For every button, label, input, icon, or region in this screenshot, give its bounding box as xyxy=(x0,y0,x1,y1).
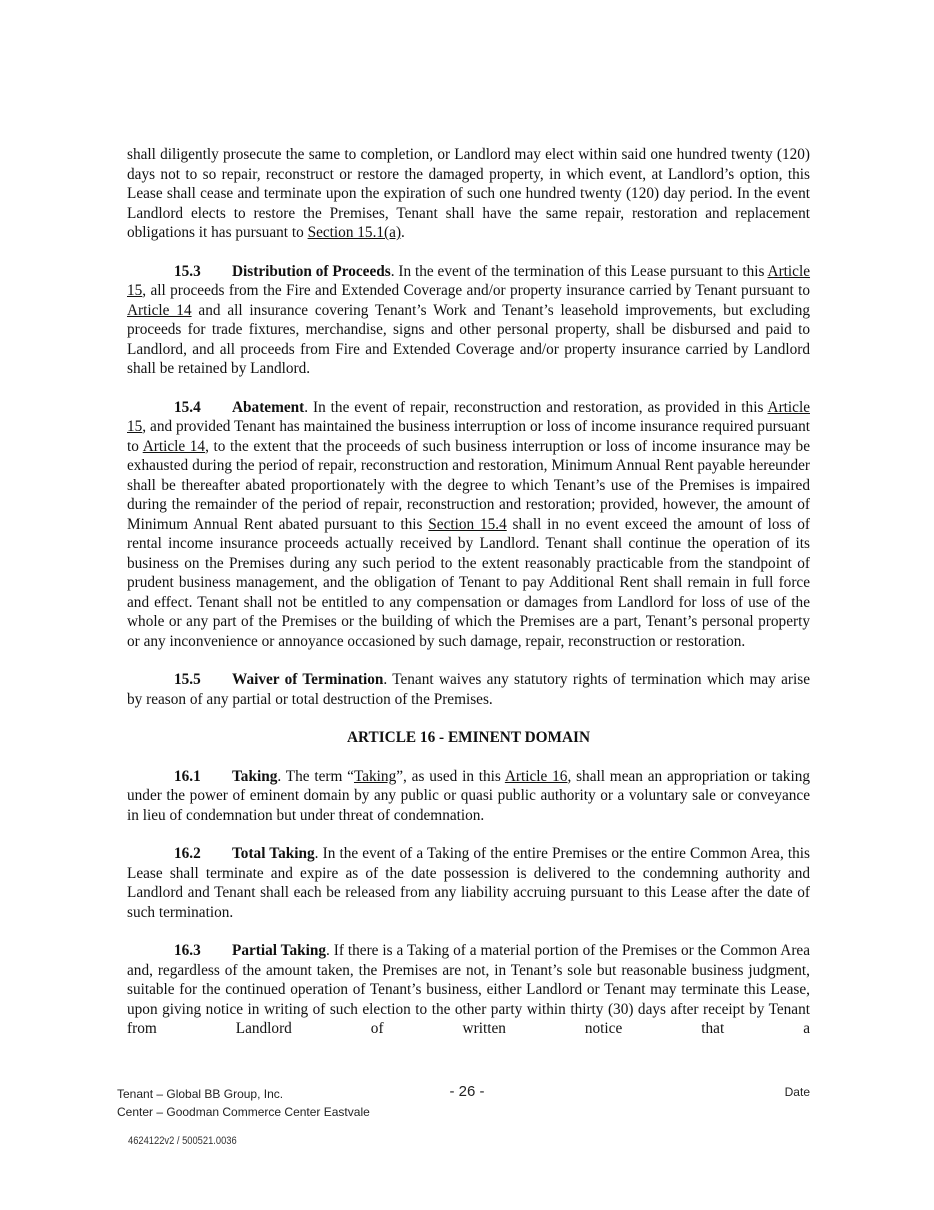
paragraph-continuation xyxy=(127,145,810,243)
section-heading: Abatement xyxy=(232,398,305,416)
section-15-4-reference: Section 15.4 xyxy=(428,515,507,533)
section-heading: Taking xyxy=(232,767,278,785)
section-15-5 xyxy=(127,670,810,709)
section-number: 16.2 xyxy=(174,845,201,862)
document-id: 4624122v2 / 500521.0036 xyxy=(128,1135,237,1147)
paragraph-end: . xyxy=(401,224,405,241)
section-text: shall in no event exceed the amount of loss of rental income insurance proceeds actually received by Landlord. Tenant shall continue the operation of its business on the Premises during any such period to the extent reasonably practicable from the standpoint of prudent business management, and the obligation of Tenant to pay Additional Rent shall remain in full force and effect. Tenant shall not be entitled to any compensation or damages from Landlord for loss of use of the whole or any part of the Premises or the building of which the Premises are a part, Tenant’s personal property or any inconvenience or annoyance occasioned by such damage, repair, reconstruction or restoration. xyxy=(127,515,811,650)
section-text: ”, as used in this xyxy=(396,767,505,785)
section-text: . Tenant waives any statutory rights of termination which may arise by reason of any partial or total destruction of the Premises. xyxy=(127,671,810,708)
section-heading: Total Taking xyxy=(232,845,315,862)
article-16-reference: Article 16 xyxy=(504,767,568,785)
document-body xyxy=(127,145,810,1039)
article-14-reference: Article 14 xyxy=(127,301,192,319)
section-heading: Distribution of Proceeds xyxy=(232,262,391,280)
section-text: . In the event of a Taking of the entire Premises or the entire Common Area, this Lease shall terminate and expire as of the date possession is delivered to the condemning authority and Landlord and Tenant shall each be released from any liability accruing pursuant to this Lease after the date of such termination. xyxy=(127,845,810,921)
footer-center-line: Center – Goodman Commerce Center Eastvale xyxy=(117,1105,370,1119)
article-15-reference: Article 15 xyxy=(127,398,810,435)
footer-date-label: Date xyxy=(784,1085,810,1099)
section-16-1 xyxy=(127,767,810,826)
section-text: and all insurance covering Tenant’s Work and Tenant’s leasehold improvements, but excluding proceeds for trade fixtures, merchandise, signs and other personal property, shall be disbursed and paid to Landlord, and all proceeds from Fire and Extended Coverage and/or property insurance carried by Landlord shall be retained by Landlord. xyxy=(127,301,810,377)
footer-tenant-line: Tenant – Global BB Group, Inc. xyxy=(117,1087,284,1101)
section-text: , all proceeds from the Fire and Extended Coverage and/or property insurance carried by Tenant pursuant to xyxy=(142,282,810,299)
article-16-title: ARTICLE 16 - EMINENT DOMAIN xyxy=(346,729,591,746)
taking-defined-term: Taking xyxy=(353,767,397,785)
section-text: , to the extent that the proceeds of such business interruption or loss of income insurance may be exhausted during the period of repair, reconstruction and restoration, Minimum Annual Rent payable hereunder shall be thereafter abated proportionately with the degree to which Tenant’s use of the Premises is impaired during the remainder of the period of repair, reconstruction and restoration; provided, however, the amount of Minimum Annual Rent abated pursuant to this xyxy=(127,437,810,533)
section-number: 16.1 xyxy=(174,767,201,785)
section-number: 15.3 xyxy=(174,262,201,280)
section-text: . The term “ xyxy=(277,767,354,785)
section-number: 16.3 xyxy=(174,942,201,959)
section-text: . In the event of repair, reconstruction and restoration, as provided in this xyxy=(304,398,768,416)
section-15-3 xyxy=(127,262,810,379)
section-15-4 xyxy=(127,398,810,652)
section-text: , shall mean an appropriation or taking under the power of eminent domain by any public or quasi public authority or a voluntary sale or conveyance in lieu of condemnation but under threat of condemnation. xyxy=(127,767,810,824)
section-16-2 xyxy=(127,844,810,922)
article-15-reference: Article 15 xyxy=(127,262,811,299)
section-16-3 xyxy=(127,941,810,1039)
section-text: , and provided Tenant has maintained the business interruption or loss of income insurance required pursuant to xyxy=(127,418,810,455)
section-number: 15.4 xyxy=(174,398,201,416)
page-number: - 26 - xyxy=(449,1083,485,1100)
article-14-reference: Article 14 xyxy=(142,437,206,455)
paragraph-text: shall diligently prosecute the same to completion, or Landlord may elect within said one hundred twenty (120) days not to so repair, reconstruct or restore the damaged property, in which event, at Landlord’s option, this Lease shall cease and terminate upon the expiration of such one hundred twenty (120) day period. In the event Landlord elects to restore the Premises, Tenant shall have the same repair, restoration and replacement obligations it has pursuant to xyxy=(127,146,810,241)
section-text: . If there is a Taking of a material portion of the Premises or the Common Area and, regardless of the amount taken, the Premises are not, in Tenant’s sole but reasonable business judgment, suitable for the continued operation of Tenant’s business, either Landlord or Tenant may terminate this Lease, upon giving notice in writing of such election to the other party within thirty (30) days after receipt by Tenant from Landlord of written notice that a xyxy=(127,942,810,1037)
section-text: . In the event of the termination of this Lease pursuant to this xyxy=(390,262,768,280)
section-number: 15.5 xyxy=(174,671,201,688)
section-heading: Waiver of Termination xyxy=(232,671,384,688)
section-heading: Partial Taking xyxy=(232,942,327,959)
section-15-1a-reference: Section 15.1(a) xyxy=(307,224,402,241)
